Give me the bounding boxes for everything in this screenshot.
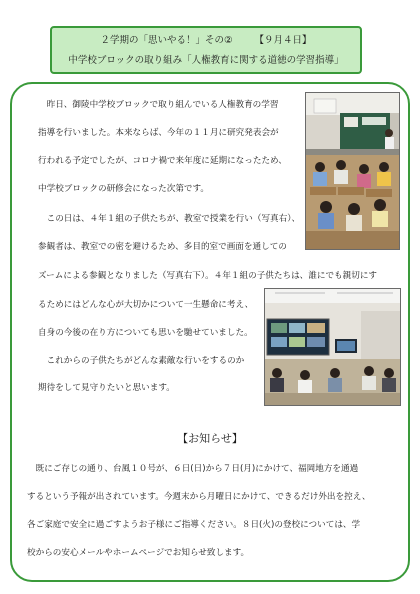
- classroom-photo: [305, 92, 400, 250]
- header-subtitle: 中学校ブロックの取り組み「人権教育に関する道徳の学習指導」: [68, 55, 344, 66]
- header-title-line: [52, 35, 360, 47]
- classroom-photo-image: [306, 93, 400, 250]
- notice-line: 既にご存じの通り、台風１０号が、６日(日)から７日(月)にかけて、福岡地方を通過: [27, 464, 359, 474]
- notice-line: 各ご家庭で安全に過ごすようお子様にご指導ください。８日(火)の登校については、学: [27, 520, 361, 530]
- article-line: 参観者は、教室での密を避けるため、多目的室で画面を通しての: [38, 242, 287, 252]
- article-line: るためにはどんな心が大切かについて一生懸命に考え、: [38, 300, 254, 310]
- article-line: 行われる予定でしたが、コロナ禍で来年度に延期になったため、: [38, 156, 287, 166]
- article-line: 指導を行いました。本来ならば、今年の１１月に研究発表会が: [38, 128, 279, 138]
- article-line: この日は、４年１組の子供たちが、教室で授業を行い（写真右）、: [38, 214, 301, 224]
- notice-title: 【お知らせ】: [177, 432, 243, 445]
- notice-line: するという予報が出されています。今週末から月曜日にかけて、できるだけ外出を控え、: [27, 492, 371, 502]
- zoom-viewing-photo: [264, 288, 401, 406]
- article-line: 中学校ブロックの研修会になった次第です。: [38, 184, 210, 194]
- header-date: 【９月４日】: [254, 35, 312, 46]
- header-box: [50, 26, 362, 74]
- article-line: ズームによる参観となりました（写真右下）。４年１組の子供たちは、誰にでも親切にす: [38, 271, 378, 281]
- zoom-viewing-photo-image: [265, 289, 401, 406]
- article-line: 期待をして見守りたいと思います。: [38, 383, 175, 393]
- article-line: これからの子供たちがどんな素敵な行いをするのか: [38, 356, 245, 366]
- header-title: ２学期の「思いやる！」その②: [100, 35, 233, 46]
- article-line: 昨日、御陵中学校ブロックで取り組んでいる人権教育の学習: [38, 100, 279, 110]
- article-line: 自身の今後の在り方についても思いを馳せていました。: [38, 328, 253, 338]
- notice-line: 校からの安心メールやホームページでお知らせ致します。: [27, 548, 250, 558]
